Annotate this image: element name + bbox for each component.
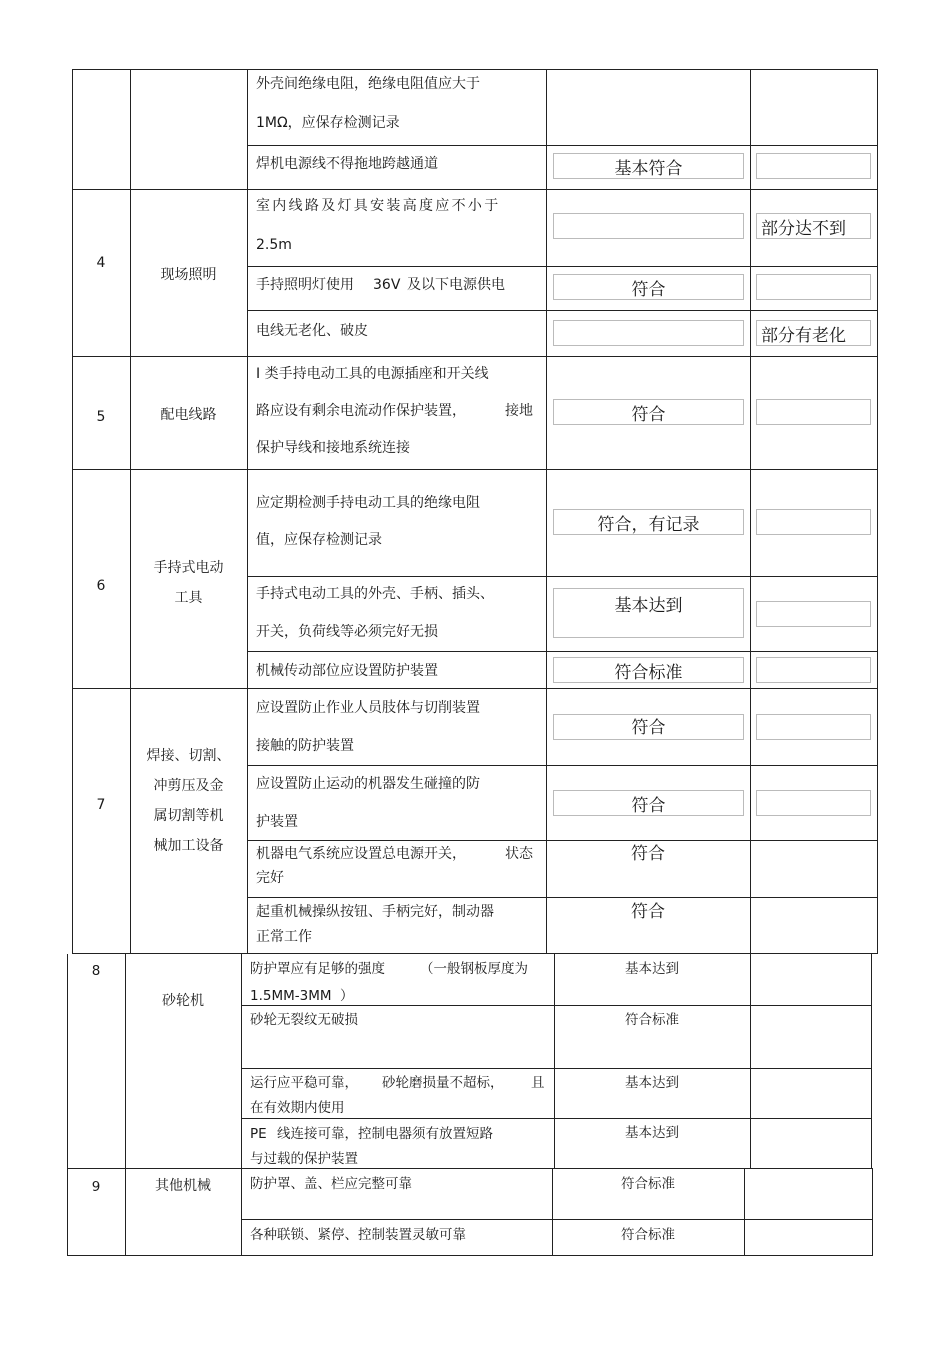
remark-cell <box>756 601 871 627</box>
item-text: I 类手持电动工具的电源插座和开关线 <box>256 366 489 382</box>
result-text: 符合标准 <box>625 1012 679 1028</box>
item-text: 开关，负荷线等必须完好无损 <box>256 624 438 640</box>
item-text: 手持式电动工具的外壳、手柄、插头、 <box>256 586 494 602</box>
item-text: 外壳间绝缘电阻，绝缘电阻值应大于 <box>256 76 480 92</box>
result-cell <box>553 790 744 816</box>
item-text: 接地 <box>505 403 533 419</box>
item-text: 在有效期内使用 <box>250 1100 345 1116</box>
item-text: 应定期检测手持电动工具的绝缘电阻 <box>256 495 480 511</box>
result-cell: 基本符合 <box>553 153 744 179</box>
item-text: 各种联锁、紧停、控制装置灵敏可靠 <box>250 1227 466 1243</box>
category-name: 属切割等机 <box>153 808 224 824</box>
item-text: 且 <box>531 1075 545 1091</box>
item-text: 线连接可靠，控制电器须有放置短路 <box>277 1126 493 1142</box>
category-name: 械加工设备 <box>153 838 224 854</box>
result-text: 符合 <box>631 844 665 864</box>
item-text: 路应设有剩余电流动作保护装置， <box>256 403 466 419</box>
result-cell <box>553 320 744 346</box>
item-text: 2.5m <box>256 237 292 253</box>
category-name: 冲剪压及金 <box>153 778 224 794</box>
remark-cell <box>756 657 871 683</box>
result-cell: 符合 <box>553 274 744 300</box>
item-text: 砂轮无裂纹无破损 <box>250 1012 358 1028</box>
item-text: 1.5MM-3MM <box>250 988 332 1004</box>
item-text: 护装置 <box>256 814 298 830</box>
result-text: 基本达到 <box>625 1125 679 1141</box>
item-text: 机器电气系统应设置总电源开关， <box>256 846 466 862</box>
remark-cell <box>756 153 871 179</box>
category-name: 其他机械 <box>155 1178 211 1194</box>
item-text: 应设置防止运动的机器发生碰撞的防 <box>256 776 480 792</box>
remark-cell <box>756 399 871 425</box>
category-name: 现场照明 <box>160 267 217 283</box>
row-number: 9 <box>91 1179 101 1195</box>
item-text: 正常工作 <box>256 929 312 945</box>
item-text: 砂轮磨损量不超标， <box>382 1075 504 1091</box>
result-cell: 符合 <box>553 399 744 425</box>
item-text: 状态 <box>505 846 533 862</box>
category-name: 工具 <box>174 590 203 606</box>
category-name: 砂轮机 <box>162 993 204 1009</box>
row-number: 8 <box>91 963 101 979</box>
result-text: 符合标准 <box>621 1227 675 1243</box>
item-text: 接触的防护装置 <box>256 738 354 754</box>
result-cell: 符合标准 <box>553 657 744 683</box>
item-text: 与过载的保护装置 <box>250 1151 358 1167</box>
item-text: 值，应保存检测记录 <box>256 532 382 548</box>
row-number: 4 <box>96 255 106 271</box>
item-text: PE <box>250 1126 267 1142</box>
item-text: 机械传动部位应设置防护装置 <box>256 663 438 679</box>
result-text: 符合标准 <box>621 1176 675 1192</box>
item-text: ） <box>340 988 354 1004</box>
category-name: 手持式电动 <box>153 560 224 576</box>
result-text: 基本达到 <box>625 961 679 977</box>
item-text: 电线无老化、破皮 <box>256 323 368 339</box>
item-text: 及以下电源供电 <box>407 277 505 293</box>
item-text: 36V <box>373 277 401 293</box>
category-name: 焊接、切割、 <box>146 748 231 764</box>
remark-cell <box>756 509 871 535</box>
result-cell <box>553 714 744 740</box>
result-cell: 符合，有记录 <box>553 509 744 535</box>
item-text: 焊机电源线不得拖地跨越通道 <box>256 156 438 172</box>
result-cell <box>553 588 744 638</box>
remark-cell <box>756 790 871 816</box>
result-cell <box>553 213 744 239</box>
item-text: 完好 <box>256 870 284 886</box>
item-text: 手持照明灯使用 <box>256 277 354 293</box>
remark-cell: 部分有老化 <box>756 320 871 346</box>
result-text: 符合 <box>631 902 665 922</box>
remark-cell <box>756 714 871 740</box>
remark-cell: 部分达不到 <box>756 213 871 239</box>
item-text: 应设置防止作业人员肢体与切削装置 <box>256 700 480 716</box>
item-text: 保护导线和接地系统连接 <box>256 440 410 456</box>
result-text: 基本达到 <box>614 596 683 616</box>
item-text: 防护罩应有足够的强度 <box>250 961 385 977</box>
result-text: 符合 <box>631 796 666 816</box>
remark-cell <box>756 274 871 300</box>
row-number: 6 <box>96 578 106 594</box>
result-text: 符合 <box>631 718 666 738</box>
item-text: 1MΩ，应保存检测记录 <box>256 115 400 131</box>
item-text: 室内线路及灯具安装高度应不小于 <box>256 198 501 214</box>
item-text: 起重机械操纵按钮、手柄完好，制动器 <box>256 904 494 920</box>
item-text: （一般钢板厚度为 <box>420 961 528 977</box>
row-number: 7 <box>96 797 106 813</box>
item-text: 防护罩、盖、栏应完整可靠 <box>250 1176 412 1192</box>
item-text: 运行应平稳可靠， <box>250 1075 358 1091</box>
result-text: 基本达到 <box>625 1075 679 1091</box>
row-number: 5 <box>96 409 106 425</box>
category-name: 配电线路 <box>160 407 217 423</box>
